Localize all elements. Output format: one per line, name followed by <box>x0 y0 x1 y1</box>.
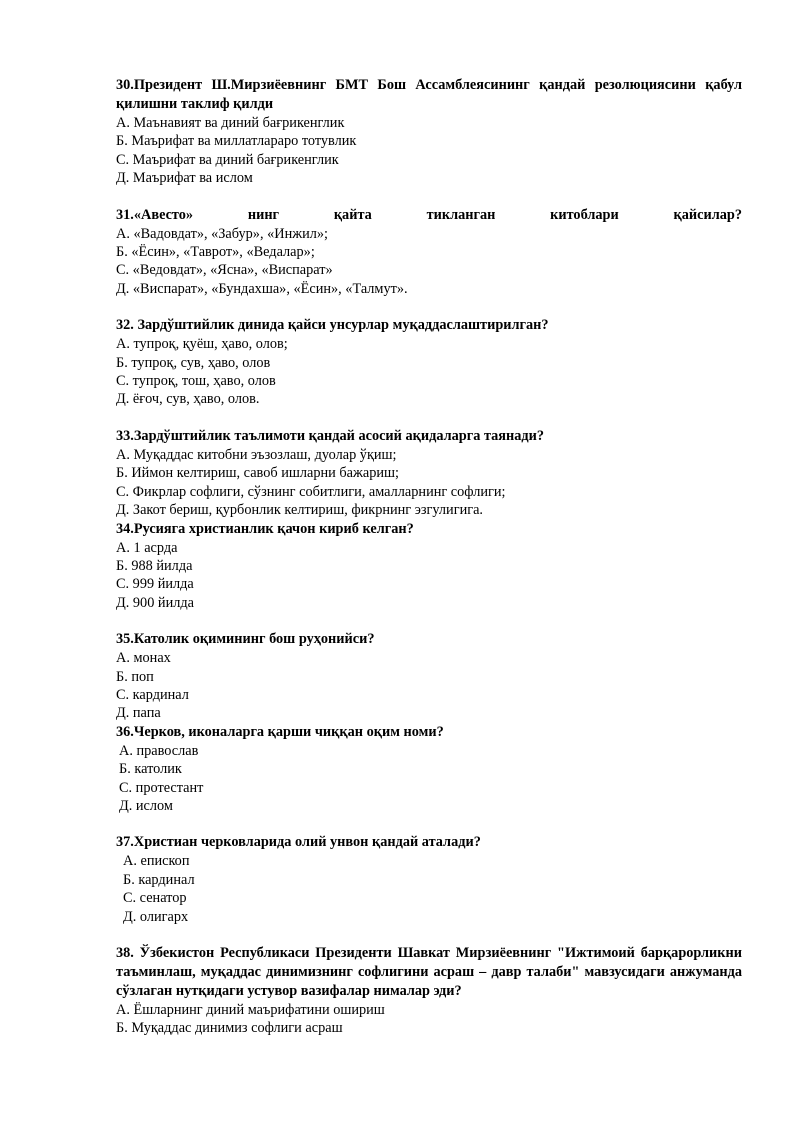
question-title: 36.Черков, иконаларга қарши чиққан оқим номи? <box>116 723 444 740</box>
question-title: 30.Президент Ш.Мирзиёевнинг БМТ Бош Ассамблеясининг қандай резолюциясини қабул қилишни таклиф қилди <box>116 77 742 112</box>
option-c: С. сенатор <box>123 890 187 907</box>
question-title: 37.Христиан черковларида олий унвон қандай аталади? <box>116 834 481 851</box>
option-c: С. 999 йилда <box>116 576 194 593</box>
question-38 <box>116 944 742 1038</box>
option-b: Б. тупроқ, сув, ҳаво, олов <box>116 354 271 371</box>
question-33 <box>116 427 742 520</box>
question-title: 32. Зардўштийлик динида қайси унсурлар муқаддаслаштирилган? <box>116 317 549 334</box>
option-d: Д. папа <box>116 705 161 722</box>
question-35 <box>116 630 742 723</box>
question-37 <box>116 833 742 926</box>
option-b: Б. католик <box>119 761 182 778</box>
option-a: А. епископ <box>123 853 190 870</box>
question-36 <box>116 723 742 816</box>
option-d: Д. ёғоч, сув, ҳаво, олов. <box>116 391 260 408</box>
option-b: Б. Маърифат ва миллатлараро тотувлик <box>116 133 357 150</box>
option-a: А. монах <box>116 650 171 667</box>
option-b: Б. поп <box>116 668 154 685</box>
question-title: 38. Ўзбекистон Республикаси Президенти Шавкат Мирзиёевнинг "Ижтимоий барқарорликни таъминлаш, муқаддас динимизнинг софлигини асраш – давр талаби" мавзусидаги анжуманда сўзлаган нутқидаги устувор вазифалар нималар эди? <box>116 945 742 999</box>
option-c: С. протестант <box>119 779 204 796</box>
question-34 <box>116 520 742 613</box>
option-d: Д. «Виспарат», «Бундахша», «Ёсин», «Талмут». <box>116 280 408 297</box>
option-d: Д. олигарх <box>123 908 189 925</box>
question-title: 34.Русияга христианлик қачон кириб келган? <box>116 520 414 537</box>
option-c: С. «Ведовдат», «Ясна», «Виспарат» <box>116 262 333 279</box>
option-a: А. Муқаддас китобни эъзозлаш, дуолар ўқиш; <box>116 446 397 463</box>
option-a: А. православ <box>119 742 199 759</box>
option-a: А. Маънавият ва диний бағрикенглик <box>116 115 345 131</box>
option-a: А. 1 асрда <box>116 539 178 556</box>
option-d: Д. Маърифат ва ислом <box>116 170 253 187</box>
option-d: Д. ислом <box>119 797 173 814</box>
document-page <box>116 76 742 1038</box>
question-32 <box>116 316 742 409</box>
option-b: Б. «Ёсин», «Таврот», «Ведалар»; <box>116 244 315 261</box>
question-title: 35.Католик оқимининг бош руҳонийси? <box>116 631 375 648</box>
option-c: С. тупроқ, тош, ҳаво, олов <box>116 373 276 390</box>
question-30 <box>116 76 742 188</box>
option-b: Б. Иймон келтириш, савоб ишларни бажариш; <box>116 465 399 482</box>
option-d: Д. 900 йилда <box>116 594 194 611</box>
option-c: С. кардинал <box>116 686 189 703</box>
option-a: А. тупроқ, қуёш, ҳаво, олов; <box>116 336 288 353</box>
option-a: А. «Вадовдат», «Забур», «Инжил»; <box>116 225 329 242</box>
option-b: Б. 988 йилда <box>116 557 193 574</box>
option-b: Б. кардинал <box>123 871 195 888</box>
question-31 <box>116 206 742 299</box>
option-c: С. Фикрлар софлиги, сўзнинг собитлиги, амалларнинг софлиги; <box>116 483 506 500</box>
question-title: 31.«Авесто» нинг қайта тикланган китоблари қайсилар? <box>116 206 742 223</box>
option-a: А. Ёшларнинг диний маърифатини ошириш <box>116 1002 385 1018</box>
question-title: 33.Зардўштийлик таълимоти қандай асосий ақидаларга таянади? <box>116 427 545 444</box>
option-d: Д. Закот бериш, қурбонлик келтириш, фикрнинг эзгулигига. <box>116 502 483 519</box>
option-b: Б. Муқаддас динимиз софлиги асраш <box>116 1020 343 1037</box>
option-c: С. Маърифат ва диний бағрикенглик <box>116 151 339 168</box>
